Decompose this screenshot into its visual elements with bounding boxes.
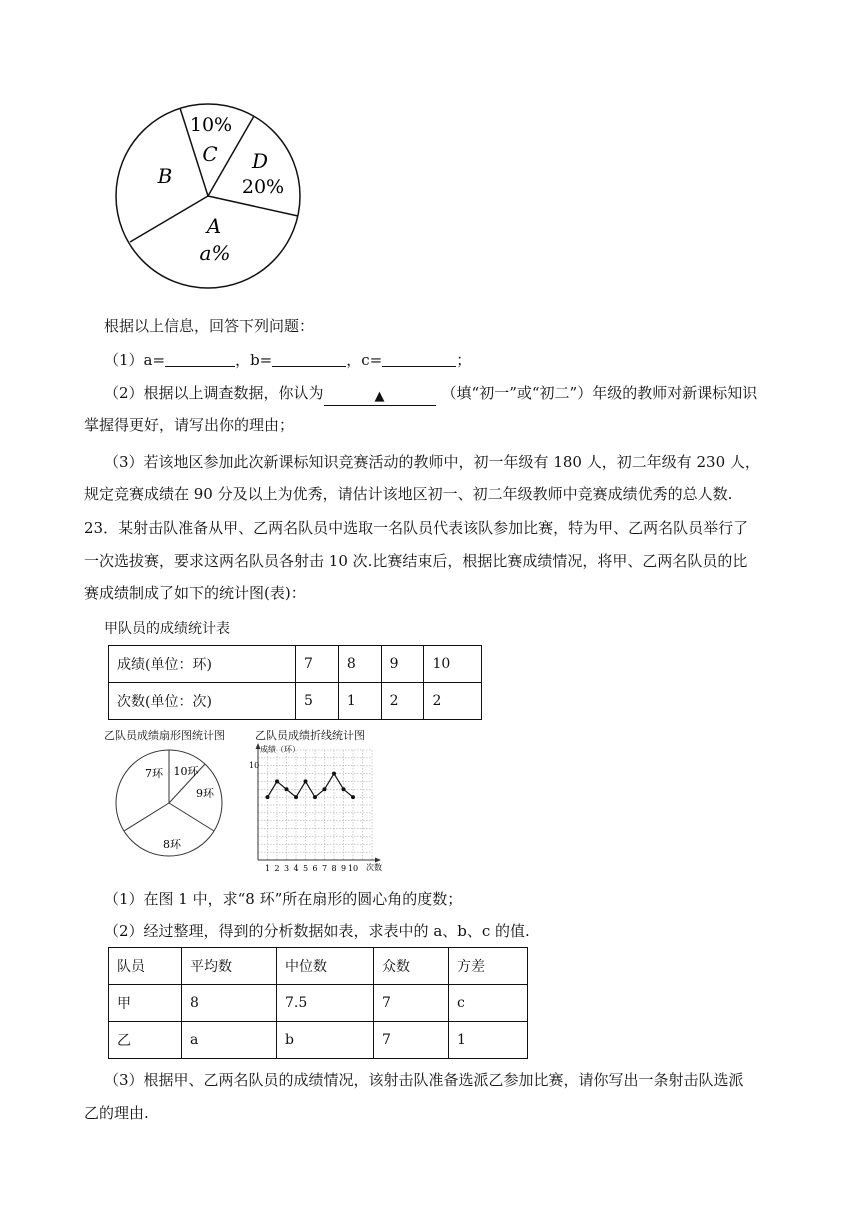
table-cell: 2 [381,683,424,720]
q2-marker: ▲ [374,389,385,404]
fig1-label-7: 7环 [145,767,163,780]
sub-question-3-line2: 乙的理由. [84,1104,149,1122]
q1-a-label: （1）a= [104,351,166,369]
fig2-x-tick-label: 10 [347,864,359,873]
pie-slice-a-label: A [206,214,222,238]
table-cell: 乙 [109,1022,182,1059]
q2-part2: （填“初一”或“初二”）年级的教师对新课标知识 [441,384,758,402]
fig2-x-label: 次数 [366,863,382,872]
table-cell: 9 [381,646,424,683]
fig1-title: 乙队员成绩扇形图统计图 [104,729,225,742]
table-row [109,985,528,1022]
sub-question-1: （1）在图 1 中，求“8 环”所在扇形的圆心角的度数； [104,890,463,908]
q2-part1: （2）根据以上调查数据，你认为 [104,384,324,402]
fig2-x-tick-label: 8 [331,864,337,873]
table-analysis [108,947,528,1059]
pie-slice-d-value: 20% [241,176,285,198]
table-cell: 成绩(单位：环) [109,646,296,683]
table-row [109,646,482,683]
question-2-line1 [104,383,757,406]
pie-slice-c-value: 10% [189,114,233,136]
fig2-point [275,779,279,783]
table-cell: 10 [424,646,482,683]
table-cell: 甲 [109,985,182,1022]
table-cell: 次数(单位：次) [109,683,296,720]
table-cell: 中位数 [277,948,374,985]
fig1-divider [169,803,214,831]
fig2-grid [258,750,372,860]
fig2-point [332,772,336,776]
question-1 [104,350,471,370]
table-cell: 1 [338,683,381,720]
fig1-divider [124,803,169,831]
table-row [109,683,482,720]
pie-slice-c-label: C [202,142,218,166]
fig2-y-tick-10: 10 [249,761,260,770]
fig2-y-label: 成绩（环） [260,745,300,754]
fig2-point [313,795,317,799]
fig2-point [285,787,289,791]
sub-question-2: （2）经过整理，得到的分析数据如表，求表中的 a、b、c 的值. [104,922,530,940]
fig2-title: 乙队员成绩折线统计图 [255,729,365,742]
q1-c-label: ，c= [346,351,383,369]
table-cell: 7 [374,985,449,1022]
pie-slice-b-label: B [157,164,173,188]
fig2-x-tick-label: 5 [302,864,309,873]
q1-end: ； [456,351,472,369]
fig2-x-tick-label: 9 [340,864,347,873]
fig2-point [294,795,298,799]
table-cell: c [449,985,528,1022]
sub-question-3-line1: （3）根据甲、乙两名队员的成绩情况，该射击队准备选派乙参加比赛，请你写出一条射击队选派 [104,1071,744,1089]
question-3-line1: （3）若该地区参加此次新课标知识竞赛活动的教师中，初一年级有 180 人，初二年级有 230 人， [104,453,760,471]
table-cell: 1 [449,1022,528,1059]
table1-title: 甲队员的成绩统计表 [104,621,230,637]
q1-b-blank[interactable] [272,350,346,367]
table-cell: 方差 [449,948,528,985]
pie-divider-a-b [130,196,208,242]
q1-b-label: ，b= [235,351,273,369]
table-cell: 众数 [374,948,449,985]
pie-slice-d-label: D [251,149,269,173]
table-cell: b [277,1022,374,1059]
intro-text: 根据以上信息，回答下列问题： [104,317,315,335]
problem-23-line1: 23．某射击队准备从甲、乙两名队员中选取一名队员代表该队参加比赛，特为甲、乙两名队员举行了 [84,519,749,537]
pie-divider-d-a [208,196,298,216]
problem-23-line2: 一次选拔赛，要求这两名队员各射击 10 次.比赛结束后，根据比赛成绩情况，将甲、乙两名队员的比 [84,552,748,570]
fig2-point [351,795,355,799]
table-cell: 8 [338,646,381,683]
fig2-point [342,787,346,791]
pie-slice-a-value: a% [199,241,231,265]
fig2-x-tick-label: 6 [312,864,318,873]
table-row [109,948,528,985]
fig1-label-9: 9环 [196,787,214,800]
fig2-line-chart [246,742,392,874]
question-3-line2: 规定竞赛成绩在 90 分及以上为优秀，请估计该地区初一、初二年级教师中竞赛成绩优秀的总人数. [84,485,733,503]
question-2-line2: 掌握得更好，请写出你的理由； [84,416,295,434]
fig2-point [304,779,308,783]
pie-chart [110,92,310,292]
q1-c-blank[interactable] [382,350,456,367]
table-cell: 8 [182,985,277,1022]
table-cell: 平均数 [182,948,277,985]
fig1-pie-chart [110,748,230,858]
table-cell: 7.5 [277,985,374,1022]
fig2-x-tick-label: 1 [264,864,271,873]
fig1-label-10: 10环 [173,765,199,778]
problem-23-line3: 赛成绩制成了如下的统计图(表)： [84,584,306,602]
fig2-x-tick-label: 3 [283,864,290,873]
table-cell: 队员 [109,948,182,985]
q1-a-blank[interactable] [165,350,235,367]
fig2-series-line [268,774,354,798]
fig2-x-arrow [375,858,381,863]
fig2-x-tick-label: 7 [321,864,328,873]
table-cell: a [182,1022,277,1059]
table-cell: 7 [374,1022,449,1059]
table-cell: 7 [296,646,339,683]
q2-blank[interactable] [324,389,436,406]
table-cell: 2 [424,683,482,720]
fig2-x-tick-label: 4 [293,864,299,873]
fig2-x-tick-label: 2 [274,864,280,873]
table-cell: 5 [296,683,339,720]
fig1-label-8: 8环 [163,838,181,851]
fig2-point [266,795,270,799]
table-jia-scores [108,645,482,720]
fig2-point [323,787,327,791]
table-row [109,1022,528,1059]
